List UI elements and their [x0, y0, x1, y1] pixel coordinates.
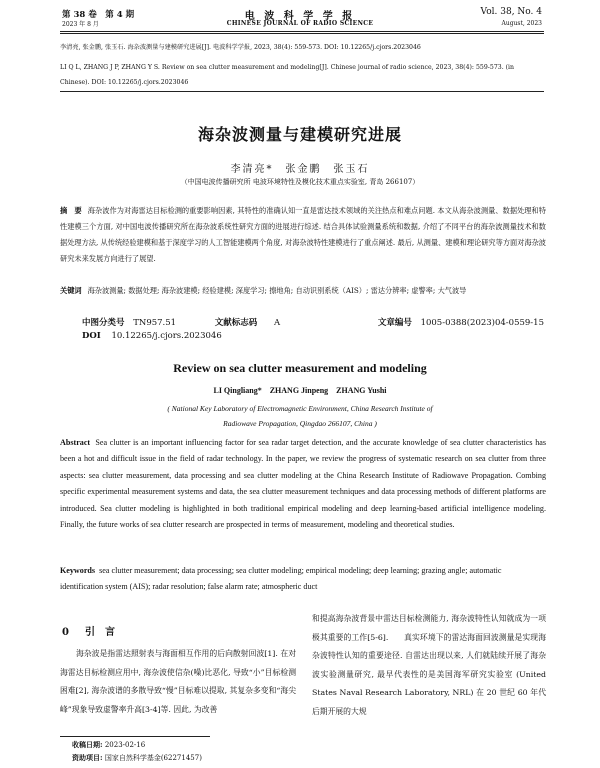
article-no-value: 1005-0388(2023)04-0559-15: [420, 318, 544, 328]
date-en: August, 2023: [501, 20, 542, 27]
abstract-en: [60, 435, 546, 533]
keywords-cn: [60, 284, 546, 298]
abstract-cn-label: 摘 要: [60, 206, 82, 215]
authors-cn: 李清亮* 张金鹏 张玉石: [230, 164, 370, 175]
abstract-en-label: Abstract: [60, 438, 91, 447]
classification-row: [82, 316, 544, 328]
date-cn: 2023 年 8 月: [62, 21, 99, 28]
received-date: [72, 740, 145, 750]
citation-cn: 李清亮, 张金鹏, 张玉石. 海杂波测量与建模研究进展[J]. 电波科学学报, 2023, 38(4): 559-573. DOI: 10.12265/j.cjors.2023046: [60, 44, 421, 51]
header-rule-thin: [60, 33, 544, 34]
citation-en-line2: Chinese). DOI: 10.12265/j.cjors.2023046: [60, 79, 189, 86]
keywords-cn-text: 海杂波测量; 数据处理; 海杂波建模; 经验建模; 深度学习; 擦地角; 自动识别系统（AIS）; 雷达分辨率; 虚警率; 大气波导: [87, 286, 467, 295]
journal-title-en: CHINESE JOURNAL OF RADIO SCIENCE: [226, 20, 374, 27]
body-right-column: [312, 610, 546, 721]
paper-title-cn: 海杂波测量与建模研究进展: [197, 125, 402, 144]
funding: [72, 753, 202, 763]
abstract-en-text: Sea clutter is an important influencing factor for sea radar target detection, and the accurate knowledge of sea clutter characteristics has been a hot and difficult issue in the field of radar technology. In the paper, we review the progress of systematic research on sea clutter from three aspects: sea clutter measurement, data processing and sea clutter modeling at the China Research Institute of Radiowave Propagation. Combing specific experimental measurement systems and data, the sea clutter measurement techniques and data processing methods of different platforms are introduced. Sea clutter modeling is highlighted in both traditional empirical modeling and deep learning-based artificial intelligence modeling. Finally, the future works of sea clutter research are prospected in terms of measurement, modeling and theoretical studies.: [60, 438, 546, 530]
section-heading: [62, 623, 115, 638]
received-label: 收稿日期:: [72, 740, 103, 749]
volume-cn: 第 38 卷 第 4 期: [62, 10, 135, 20]
body-left-text: 海杂波是指雷达照射表与海面相互作用的后向散射回波[1]. 在对海雷达目标检测应用中, 海杂波使信杂(噪)比恶化, 导致“小”目标检测困难[2], 海杂波谱的多散导致“慢”目标难以提取, 其复杂多变和“海尖峰”现象导致虚警率升高[3-4]等. 因此, 为改善: [60, 649, 296, 714]
affiliation-en-line2: Radiowave Propagation, Qingdao 266107, China ): [223, 419, 377, 428]
header-rule: [60, 31, 544, 32]
funding-value: 国家自然科学基金(62271457): [104, 754, 202, 762]
citation-rule: [60, 91, 544, 92]
clc-label: 中图分类号: [82, 318, 125, 328]
citation-en-line1: LI Q L, ZHANG J P, ZHANG Y S. Review on sea clutter measurement and modeling[J]. Chinese journal of radio science, 2023, 38(4): 559-573. (in: [60, 64, 515, 71]
doi-row: [82, 331, 222, 341]
volume-en: Vol. 38, No. 4: [480, 7, 542, 17]
body-right-text: 和提高海杂波背景中雷达目标检测能力, 海杂波特性认知就成为一项极其重要的工作[5-6]. 真实环境下的雷达海面回波测量是实现海杂波特性认知的重要途径. 自雷达出现以来, 人们就陆续开展了海杂波实验测量研究, 最早代表性的是美国海军研究实验室 (United States Naval Research Laboratory, NRL) 在 20 世纪 60 年代后期开展的大规: [312, 614, 546, 716]
journal-title-cn: 电 波 科 学 学 报: [244, 11, 356, 22]
affiliation-en-line1: ( National Key Laboratory of Electromagnetic Environment, China Research Institute of: [167, 404, 433, 413]
doc-code-label: 文献标志码: [214, 318, 258, 328]
clc-value: TN957.51: [133, 318, 177, 328]
keywords-cn-label: 关键词: [60, 286, 82, 295]
authors-en: LI Qingliang* ZHANG Jinpeng ZHANG Yushi: [213, 386, 387, 395]
funding-label: 资助项目:: [72, 753, 103, 762]
affiliation-en: [0, 401, 600, 431]
doc-code-value: A: [274, 318, 281, 328]
keywords-en-text: sea clutter measurement; data processing; sea clutter modeling; empirical modeling; deep learning; grazing angle; automatic identification system (AIS); radar resolution; false alarm rate; atmospheric duct: [60, 566, 502, 592]
doi-value: 10.12265/j.cjors.2023046: [111, 331, 222, 341]
affiliation-cn: （中国电波传播研究所 电波环境特性及模化技术重点实验室, 青岛 266107）: [180, 178, 420, 186]
section-number: 0: [62, 627, 69, 638]
abstract-cn-text: 海杂波作为对海雷达目标检测的重要影响因素, 其特性的准确认知一直是雷达技术领域的关注热点和难点问题. 本文从海杂波测量、数据处理和特性建模三个方面, 对中国电波传播研究所在海杂波系统性研究方面的进展进行综述. 结合具体试验测量系统和数据, 介绍了不同平台的海杂波测量技术和数据处理方法, 从传统经验建模和基于深度学习的人工智能建模两个角度, 对海杂波特性建模进行了重点阐述. 最后, 从测量、建模和理论研究等方面对海杂波研究未来发展方向进行了展望.: [60, 206, 546, 263]
received-value: 2023-02-16: [104, 741, 146, 749]
keywords-en: [60, 563, 546, 596]
footnote-rule: [60, 736, 210, 737]
abstract-cn: [60, 203, 546, 267]
keywords-en-label: Keywords: [60, 566, 96, 575]
doi-label: DOI: [82, 331, 101, 341]
body-left-column: [60, 645, 296, 719]
paper-title-en: Review on sea clutter measurement and modeling: [173, 361, 427, 375]
section-title: 引 言: [84, 627, 115, 638]
article-no-label: 文章编号: [377, 318, 412, 328]
